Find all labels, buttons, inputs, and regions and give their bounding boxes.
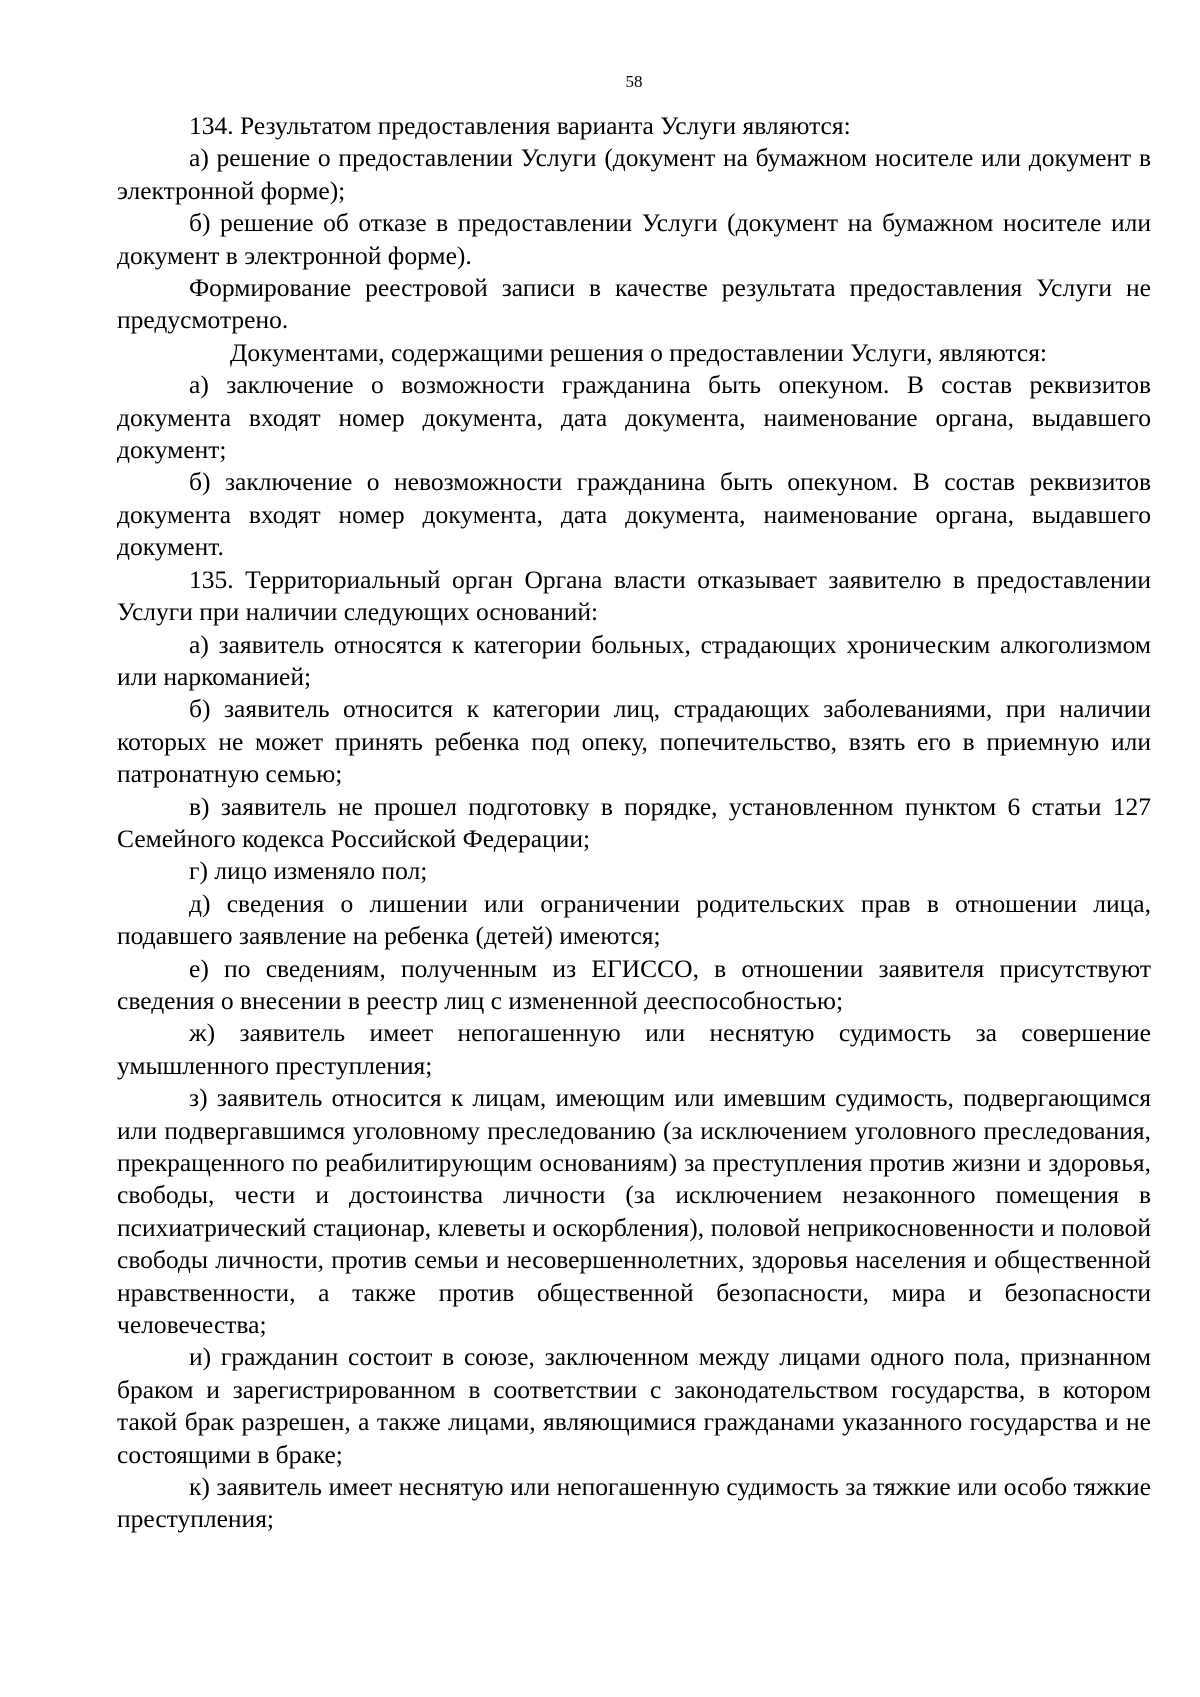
paragraph-135-k: к) заявитель имеет неснятую или непогашенную судимость за тяжкие или особо тяжкие преступления; bbox=[117, 1472, 1151, 1534]
paragraph-135-v: в) заявитель не прошел подготовку в порядке, установленном пунктом 6 статьи 127 Семейного кодекса Российской Федерации; bbox=[117, 791, 1151, 853]
paragraph-registry-record: Формирование реестровой записи в качестве результата предоставления Услуги не предусмотрено. bbox=[117, 273, 1151, 335]
paragraph-135-zh: ж) заявитель имеет непогашенную или неснятую судимость за совершение умышленного преступления; bbox=[117, 1018, 1151, 1080]
paragraph-135-z: з) заявитель относится к лицам, имеющим или имевшим судимость, подвергающимся или подвергавшимся уголовному преследованию (за исключением уголовного преследования, прекращенного по реабилитирующим основаниям) за преступления против жизни и здоровья, свободы, чести и достоинства личности (за исключением незаконного помещения в психиатрический стационар, клеветы и оскорбления), половой неприкосновенности и половой свободы личности, против семьи и несовершеннолетних, здоровья населения и общественной нравственности, а также против общественной безопасности, мира и безопасности человечества; bbox=[117, 1083, 1151, 1340]
page-number: 58 bbox=[625, 72, 643, 91]
paragraph-documents-a: а) заключение о возможности гражданина быть опекуном. В состав реквизитов документа входят номер документа, дата документа, наименование органа, выдавшего документ; bbox=[117, 370, 1151, 465]
paragraph-135-e: е) по сведениям, полученным из ЕГИССО, в отношении заявителя присутствуют сведения о внесении в реестр лиц с измененной дееспособностью; bbox=[117, 953, 1151, 1015]
paragraph-135-g: г) лицо изменяло пол; bbox=[189, 856, 428, 886]
paragraph-135-d: д) сведения о лишении или ограничении родительских прав в отношении лица, подавшего заявление на ребенка (детей) имеются; bbox=[117, 888, 1151, 951]
paragraph-135-b: б) заявитель относится к категории лиц, страдающих заболеваниями, при наличии которых не может принять ребенка под опеку, попечительство, взять его в приемную или патронатную семью; bbox=[117, 694, 1151, 789]
paragraph-134-title: 134. Результатом предоставления варианта Услуги являются: bbox=[189, 111, 851, 140]
document-page bbox=[117, 60, 1151, 1536]
paragraph-135-title: 135. Территориальный орган Органа власти отказывает заявителю в предоставлении Услуги при наличии следующих оснований: bbox=[117, 564, 1151, 627]
paragraph-documents-b: б) заключение о невозможности гражданина быть опекуном. В состав реквизитов документа входят номер документа, дата документа, наименование органа, выдавшего документ. bbox=[117, 467, 1151, 562]
paragraph-134-b: б) решение об отказе в предоставлении Услуги (документ на бумажном носителе или документ в электронной форме). bbox=[117, 208, 1151, 270]
paragraph-135-a: а) заявитель относятся к категории больных, страдающих хроническим алкоголизмом или наркоманией; bbox=[117, 629, 1151, 691]
paragraph-documents-heading: Документами, содержащими решения о предоставлении Услуги, являются: bbox=[230, 337, 1048, 367]
paragraph-134-a: а) решение о предоставлении Услуги (документ на бумажном носителе или документ в электронной форме); bbox=[117, 143, 1151, 205]
paragraph-135-i: и) гражданин состоит в союзе, заключенном между лицами одного пола, признанном браком и зарегистрированном в соответствии с законодательством государства, в котором такой брак разрешен, а также лицами, являющимися гражданами указанного государства и не состоящими в браке; bbox=[117, 1342, 1151, 1469]
